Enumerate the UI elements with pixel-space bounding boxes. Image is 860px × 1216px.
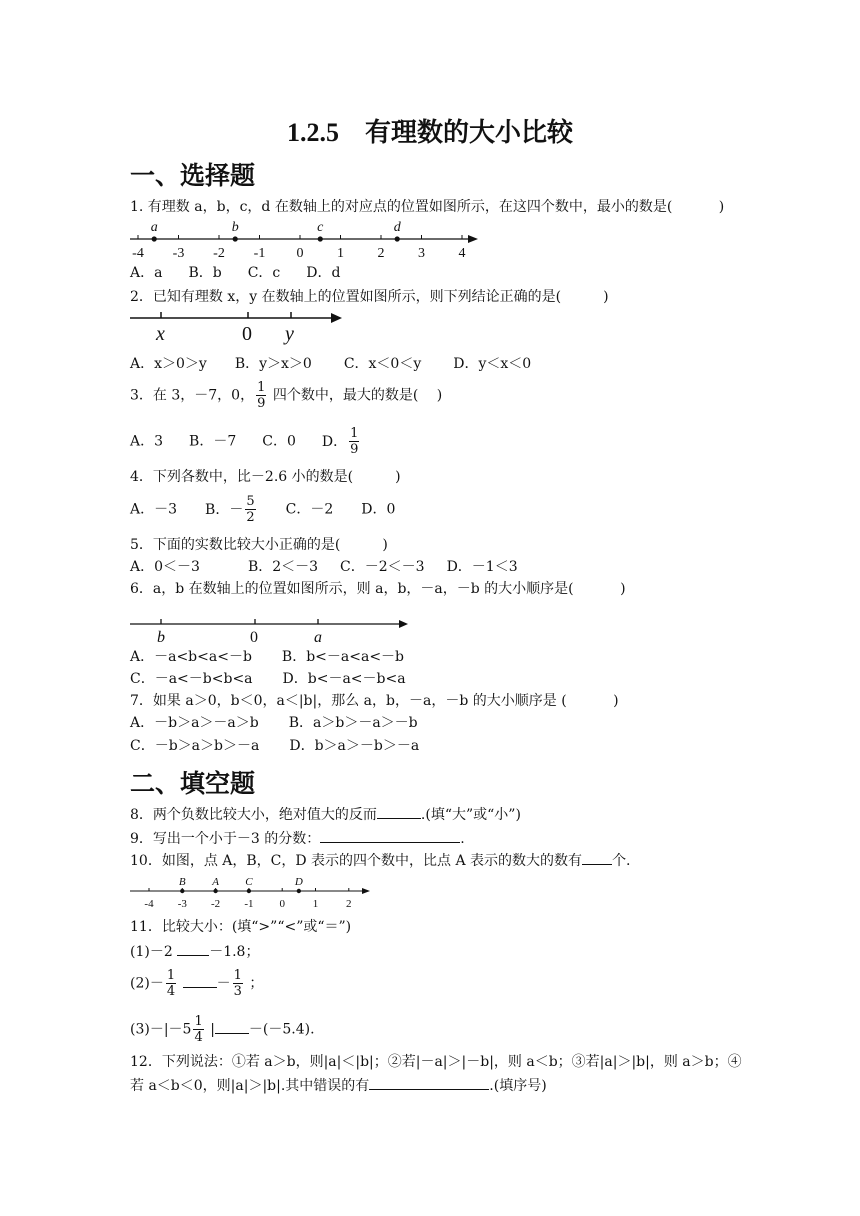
tick-label: 1	[337, 246, 344, 261]
question-12-line-2	[130, 1075, 547, 1095]
question-11-part-3	[130, 1014, 315, 1045]
answer-blank[interactable]	[377, 804, 421, 819]
tick-label: -3	[172, 246, 185, 261]
option-a[interactable]: A．－b＞a＞－a＞b	[130, 715, 259, 731]
section-heading-choice: 一、选择题	[130, 161, 256, 190]
tick-label: 0	[279, 898, 285, 910]
part-2-pre: (2)－	[130, 975, 164, 992]
part-1-pre: (1)－2	[130, 944, 173, 960]
tick-label: -1	[244, 898, 254, 910]
option-c[interactable]: C．－b＞a＞b＞－a	[130, 738, 260, 754]
options-q6-row1	[130, 648, 404, 666]
tick-label: 0	[296, 246, 304, 261]
point-label: A	[212, 876, 219, 888]
option-a[interactable]: A．a	[130, 265, 163, 281]
question-10-pre: 10．如图，点 A，B，C，D 表示的四个数中，比点 A 表示的数大的数有	[130, 853, 583, 869]
option-c[interactable]: C．x＜0＜y	[343, 356, 422, 372]
tick-label: 2	[346, 898, 352, 910]
tick-label: -4	[144, 898, 154, 910]
part-2-post: ；	[249, 975, 264, 992]
answer-blank[interactable]	[582, 850, 612, 865]
question-3	[130, 380, 442, 411]
option-d[interactable]: D．d	[306, 265, 341, 281]
question-9-post: .	[460, 831, 465, 847]
point-marker	[395, 236, 400, 241]
question-10	[130, 850, 631, 870]
option-c[interactable]: C．－2	[285, 501, 334, 518]
label-zero: 0	[250, 629, 258, 646]
option-b[interactable]: B．－ $\frac{5}{2}$	[205, 494, 255, 525]
option-d[interactable]: D．y＜x＜0	[453, 356, 532, 372]
point-label: D	[294, 876, 303, 888]
tick-label: -3	[177, 898, 187, 910]
point-marker	[233, 236, 238, 241]
options-q3	[130, 426, 361, 457]
point-marker	[152, 236, 157, 241]
answer-blank[interactable]	[215, 1019, 249, 1034]
point-label: B	[178, 876, 186, 888]
option-d[interactable]: D．b<－a<－b<a	[282, 671, 406, 687]
option-a[interactable]: A．－3	[130, 501, 178, 518]
option-c[interactable]: C．－a<－b<b<a	[130, 671, 253, 687]
number-line-q6	[128, 612, 418, 648]
tick-label: 4	[458, 246, 466, 261]
question-1: 1. 有理数 a，b，c，d 在数轴上的对应点的位置如图所示，在这四个数中，最小的数是( )	[130, 199, 725, 215]
question-11-part-2	[130, 968, 263, 999]
point-label: C	[245, 876, 253, 888]
number-line-q1	[128, 218, 488, 262]
option-b[interactable]: B．2＜－3	[247, 559, 319, 575]
question-3-pre: 3．在 3，－7，0，	[130, 387, 255, 404]
option-a[interactable]: A．0＜－3	[130, 559, 200, 575]
question-7: 7．如果 a＞0，b＜0，a＜|b|，那么 a，b，－a，－b 的大小顺序是 ( )	[130, 693, 619, 709]
options-q7-row1	[130, 714, 418, 732]
point-marker	[213, 889, 217, 893]
point-marker	[180, 889, 184, 893]
question-12-line-1: 12．下列说法：①若 a＞b，则|a|＜|b|；②若|－a|＞|－b|，则 a＜b；③若|a|＞|b|，则 a＞b；④	[130, 1054, 742, 1070]
question-8-pre: 8．两个负数比较大小，绝对值大的反而	[130, 807, 377, 823]
tick-label: 2	[377, 246, 385, 261]
part-1-post: －1.8；	[209, 944, 260, 960]
question-5: 5．下面的实数比较大小正确的是( )	[130, 537, 388, 553]
options-q2	[130, 355, 531, 373]
fraction: $\frac{1}{9}$	[350, 426, 359, 457]
option-c[interactable]: C．c	[247, 265, 281, 281]
point-label: a	[150, 220, 158, 235]
point-marker	[247, 889, 251, 893]
options-q1	[130, 264, 340, 282]
tick-label: -4	[132, 246, 144, 261]
option-d[interactable]: D． $\frac{1}{9}$	[321, 426, 359, 457]
question-11-part-1	[130, 941, 259, 961]
question-11: 11．比较大小：(填“>”“<”或“＝”)	[130, 919, 352, 935]
tick-label: 1	[312, 898, 319, 910]
fraction: $\frac{1}{3}$	[233, 968, 242, 999]
option-b[interactable]: B．－7	[189, 433, 237, 450]
part-3-pre: (3)－|－5	[130, 1021, 192, 1038]
option-d[interactable]: D．b＞a＞－b＞－a	[289, 738, 420, 754]
point-marker	[297, 889, 301, 893]
option-b[interactable]: B．b	[188, 265, 222, 281]
option-c[interactable]: C．－2＜－3	[340, 559, 425, 575]
question-3-post: 四个数中，最大的数是( )	[268, 387, 443, 404]
question-10-post: 个.	[612, 853, 631, 869]
option-b[interactable]: B．y＞x＞0	[234, 356, 312, 372]
question-9	[130, 828, 465, 848]
tick-label: 3	[418, 246, 425, 261]
option-a[interactable]: A．－a<b<a<－b	[130, 649, 252, 665]
page-title: 1.2.5 有理数的大小比较	[286, 118, 573, 147]
part-3-mid: |	[210, 1021, 215, 1038]
question-8	[130, 804, 521, 824]
fraction: $\frac{1}{4}$	[194, 1014, 203, 1045]
option-b[interactable]: B．a＞b＞－a＞－b	[288, 715, 418, 731]
point-label: c	[317, 220, 324, 235]
answer-blank[interactable]	[320, 828, 460, 843]
answer-blank[interactable]	[177, 941, 209, 956]
tick-label: -2	[211, 898, 221, 910]
fraction: $\frac{1}{4}$	[166, 968, 176, 999]
label-b: b	[157, 629, 165, 646]
tick-label: -1	[253, 246, 266, 261]
answer-blank[interactable]	[183, 973, 217, 988]
line-2-pre: 若 a＜b＜0，则|a|＞|b|.其中错误的有	[130, 1078, 370, 1094]
point-marker	[318, 236, 323, 241]
options-q7-row2	[130, 737, 419, 755]
line-2-post: .(填序号)	[489, 1078, 547, 1094]
label-x: x	[156, 323, 165, 345]
section-heading-fill: 二、填空题	[130, 769, 256, 798]
label-zero: 0	[242, 323, 252, 345]
option-a[interactable]: A．3	[130, 433, 164, 450]
question-4: 4．下列各数中，比－2.6 小的数是( )	[130, 469, 401, 485]
label-a: a	[314, 629, 322, 646]
option-b[interactable]: B．b<－a<a<－b	[281, 649, 405, 665]
part-3-post: －(－5.4).	[248, 1021, 315, 1038]
point-label: b	[231, 220, 239, 235]
question-9-pre: 9．写出一个小于－3 的分数：	[130, 831, 321, 847]
options-q4	[130, 494, 395, 525]
options-q5	[130, 558, 518, 576]
part-2-mid: －	[216, 975, 231, 992]
number-line-q2	[128, 308, 348, 348]
question-6: 6．a，b 在数轴上的位置如图所示，则 a，b，－a，－b 的大小顺序是( )	[130, 581, 626, 597]
number-line-q10	[128, 873, 388, 913]
option-d[interactable]: D．0	[361, 501, 396, 518]
point-label: d	[393, 220, 401, 235]
options-q6-row2	[130, 670, 406, 688]
option-d[interactable]: D．－1＜3	[446, 559, 518, 575]
option-a[interactable]: A．x＞0＞y	[130, 356, 207, 372]
fraction: $\frac{5}{2}$	[246, 494, 255, 525]
tick-label: -2	[213, 246, 225, 261]
option-c[interactable]: C．0	[262, 433, 296, 450]
question-8-post: .(填“大”或“小”)	[420, 807, 521, 823]
question-2: 2．已知有理数 x，y 在数轴上的位置如图所示，则下列结论正确的是( )	[130, 289, 609, 305]
fraction: $\frac{1}{9}$	[257, 380, 266, 411]
answer-blank[interactable]	[369, 1075, 489, 1090]
label-y: y	[285, 323, 294, 345]
